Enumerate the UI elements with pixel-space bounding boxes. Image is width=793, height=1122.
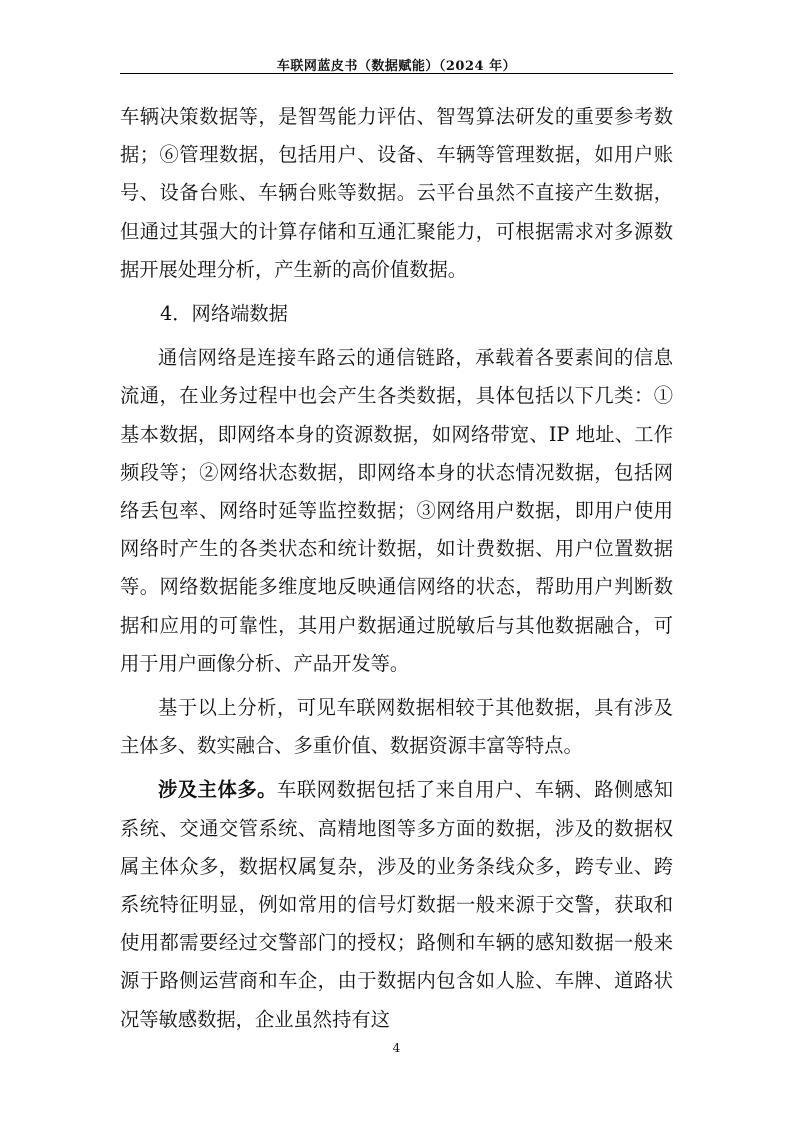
paragraph-feature-many-subjects [120, 771, 673, 1038]
section-heading-network-data: 4．网络端数据 [160, 302, 288, 326]
paragraph-summary: 基于以上分析，可见车联网数据相较于其他数据，具有涉及主体多、数实融合、多重价值、数据资源丰富等特点。 [120, 696, 673, 758]
feature-lead-text: 涉及主体多。 [158, 778, 277, 802]
paragraph-network-data: 通信网络是连接车路云的通信链路，承载着各要素间的信息流通，在业务过程中也会产生各类数据，具体包括以下几类：①基本数据，即网络本身的资源数据，如网络带宽、IP 地址、工作频段等；②网络状态数据，即网络本身的状态情况数据，包括网络丢包率、网络时延等监控数据；③网络用户数据，即用户使用网络时产生的各类状态和统计数据，如计费数据、用户位置数据等。网络数据能多维度地反映通信网络的状态，帮助用户判断数据和应用的可靠性，其用户数据通过脱敏后与其他数据融合，可用于用户画像分析、产品开发等。 [120, 346, 673, 675]
running-header: 车联网蓝皮书（数据赋能）（2024 年） [276, 59, 517, 74]
document-body [120, 98, 673, 1039]
paragraph-cloud-data-continued: 车辆决策数据等，是智驾能力评估、智驾算法研发的重要参考数据；⑥管理数据，包括用户、设备、车辆等管理数据，如用户账号、设备台账、车辆台账等数据。云平台虽然不直接产生数据，但通过其强大的计算存储和互通汇聚能力，可根据需求对多源数据开展处理分析，产生新的高价值数据。 [120, 105, 673, 281]
page-number: 4 [392, 1041, 401, 1055]
header-rule [120, 73, 673, 74]
feature-body-text: 车联网数据包括了来自用户、车辆、路侧感知系统、交通交管系统、高精地图等多方面的数据，涉及的数据权属主体众多，数据权属复杂，涉及的业务条线众多，跨专业、跨系统特征明显，例如常用的信号灯数据一般来源于交警，获取和使用都需要经过交警部门的授权；路侧和车辆的感知数据一般来源于路侧运营商和车企，由于数据内包含如人脸、车牌、道路状况等敏感数据，企业虽然持有这 [120, 778, 674, 1031]
